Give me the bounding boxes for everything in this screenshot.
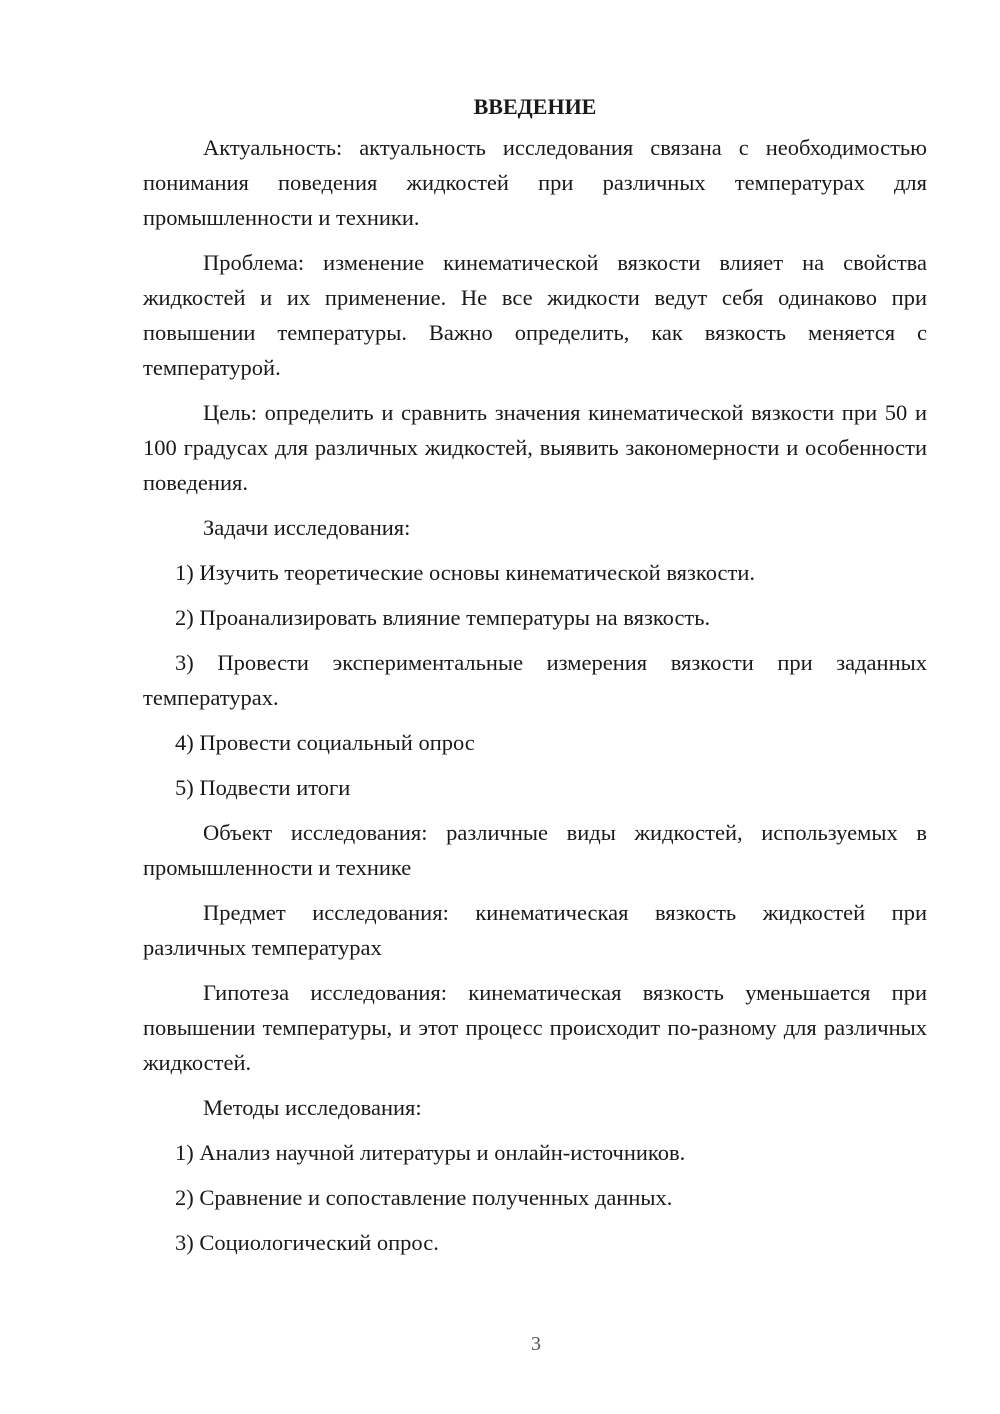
list-item: 1) Анализ научной литературы и онлайн-источников.	[175, 1140, 686, 1165]
list-item: 4) Провести социальный опрос	[175, 730, 475, 755]
object-paragraph: Объект исследования: различные виды жидкостей, используемых в промышленности и технике	[143, 820, 927, 880]
list-item: 5) Подвести итоги	[175, 775, 351, 800]
relevance-paragraph: Актуальность: актуальность исследования связана с необходимостью понимания поведения жидкостей при различных температурах для промышленности и техники.	[143, 135, 927, 230]
page-body	[143, 92, 927, 1270]
subject-paragraph: Предмет исследования: кинематическая вязкость жидкостей при различных температурах	[143, 900, 927, 960]
hypothesis-paragraph: Гипотеза исследования: кинематическая вязкость уменьшается при повышении температуры, и этот процесс происходит по-разному для различных жидкостей.	[143, 980, 927, 1075]
goal-paragraph: Цель: определить и сравнить значения кинематической вязкости при 50 и 100 градусах для различных жидкостей, выявить закономерности и особенности поведения.	[143, 400, 927, 495]
list-item: 2) Сравнение и сопоставление полученных данных.	[175, 1185, 673, 1210]
methods-heading: Методы исследования:	[203, 1095, 422, 1120]
problem-paragraph: Проблема: изменение кинематической вязкости влияет на свойства жидкостей и их применение. Не все жидкости ведут себя одинаково при повышении температуры. Важно определить, как вязкость меняется с температурой.	[143, 250, 927, 380]
list-item: 3) Социологический опрос.	[175, 1230, 439, 1255]
page-title: ВВЕДЕНИЕ	[473, 94, 597, 119]
list-item: 3) Провести экспериментальные измерения вязкости при заданных температурах.	[143, 650, 927, 710]
methods-list	[143, 1135, 927, 1260]
tasks-list	[143, 555, 927, 805]
list-item: 2) Проанализировать влияние температуры на вязкость.	[175, 605, 711, 630]
list-item: 1) Изучить теоретические основы кинематической вязкости.	[175, 560, 755, 585]
page-number: 3	[531, 1333, 541, 1355]
tasks-heading: Задачи исследования:	[203, 515, 411, 540]
